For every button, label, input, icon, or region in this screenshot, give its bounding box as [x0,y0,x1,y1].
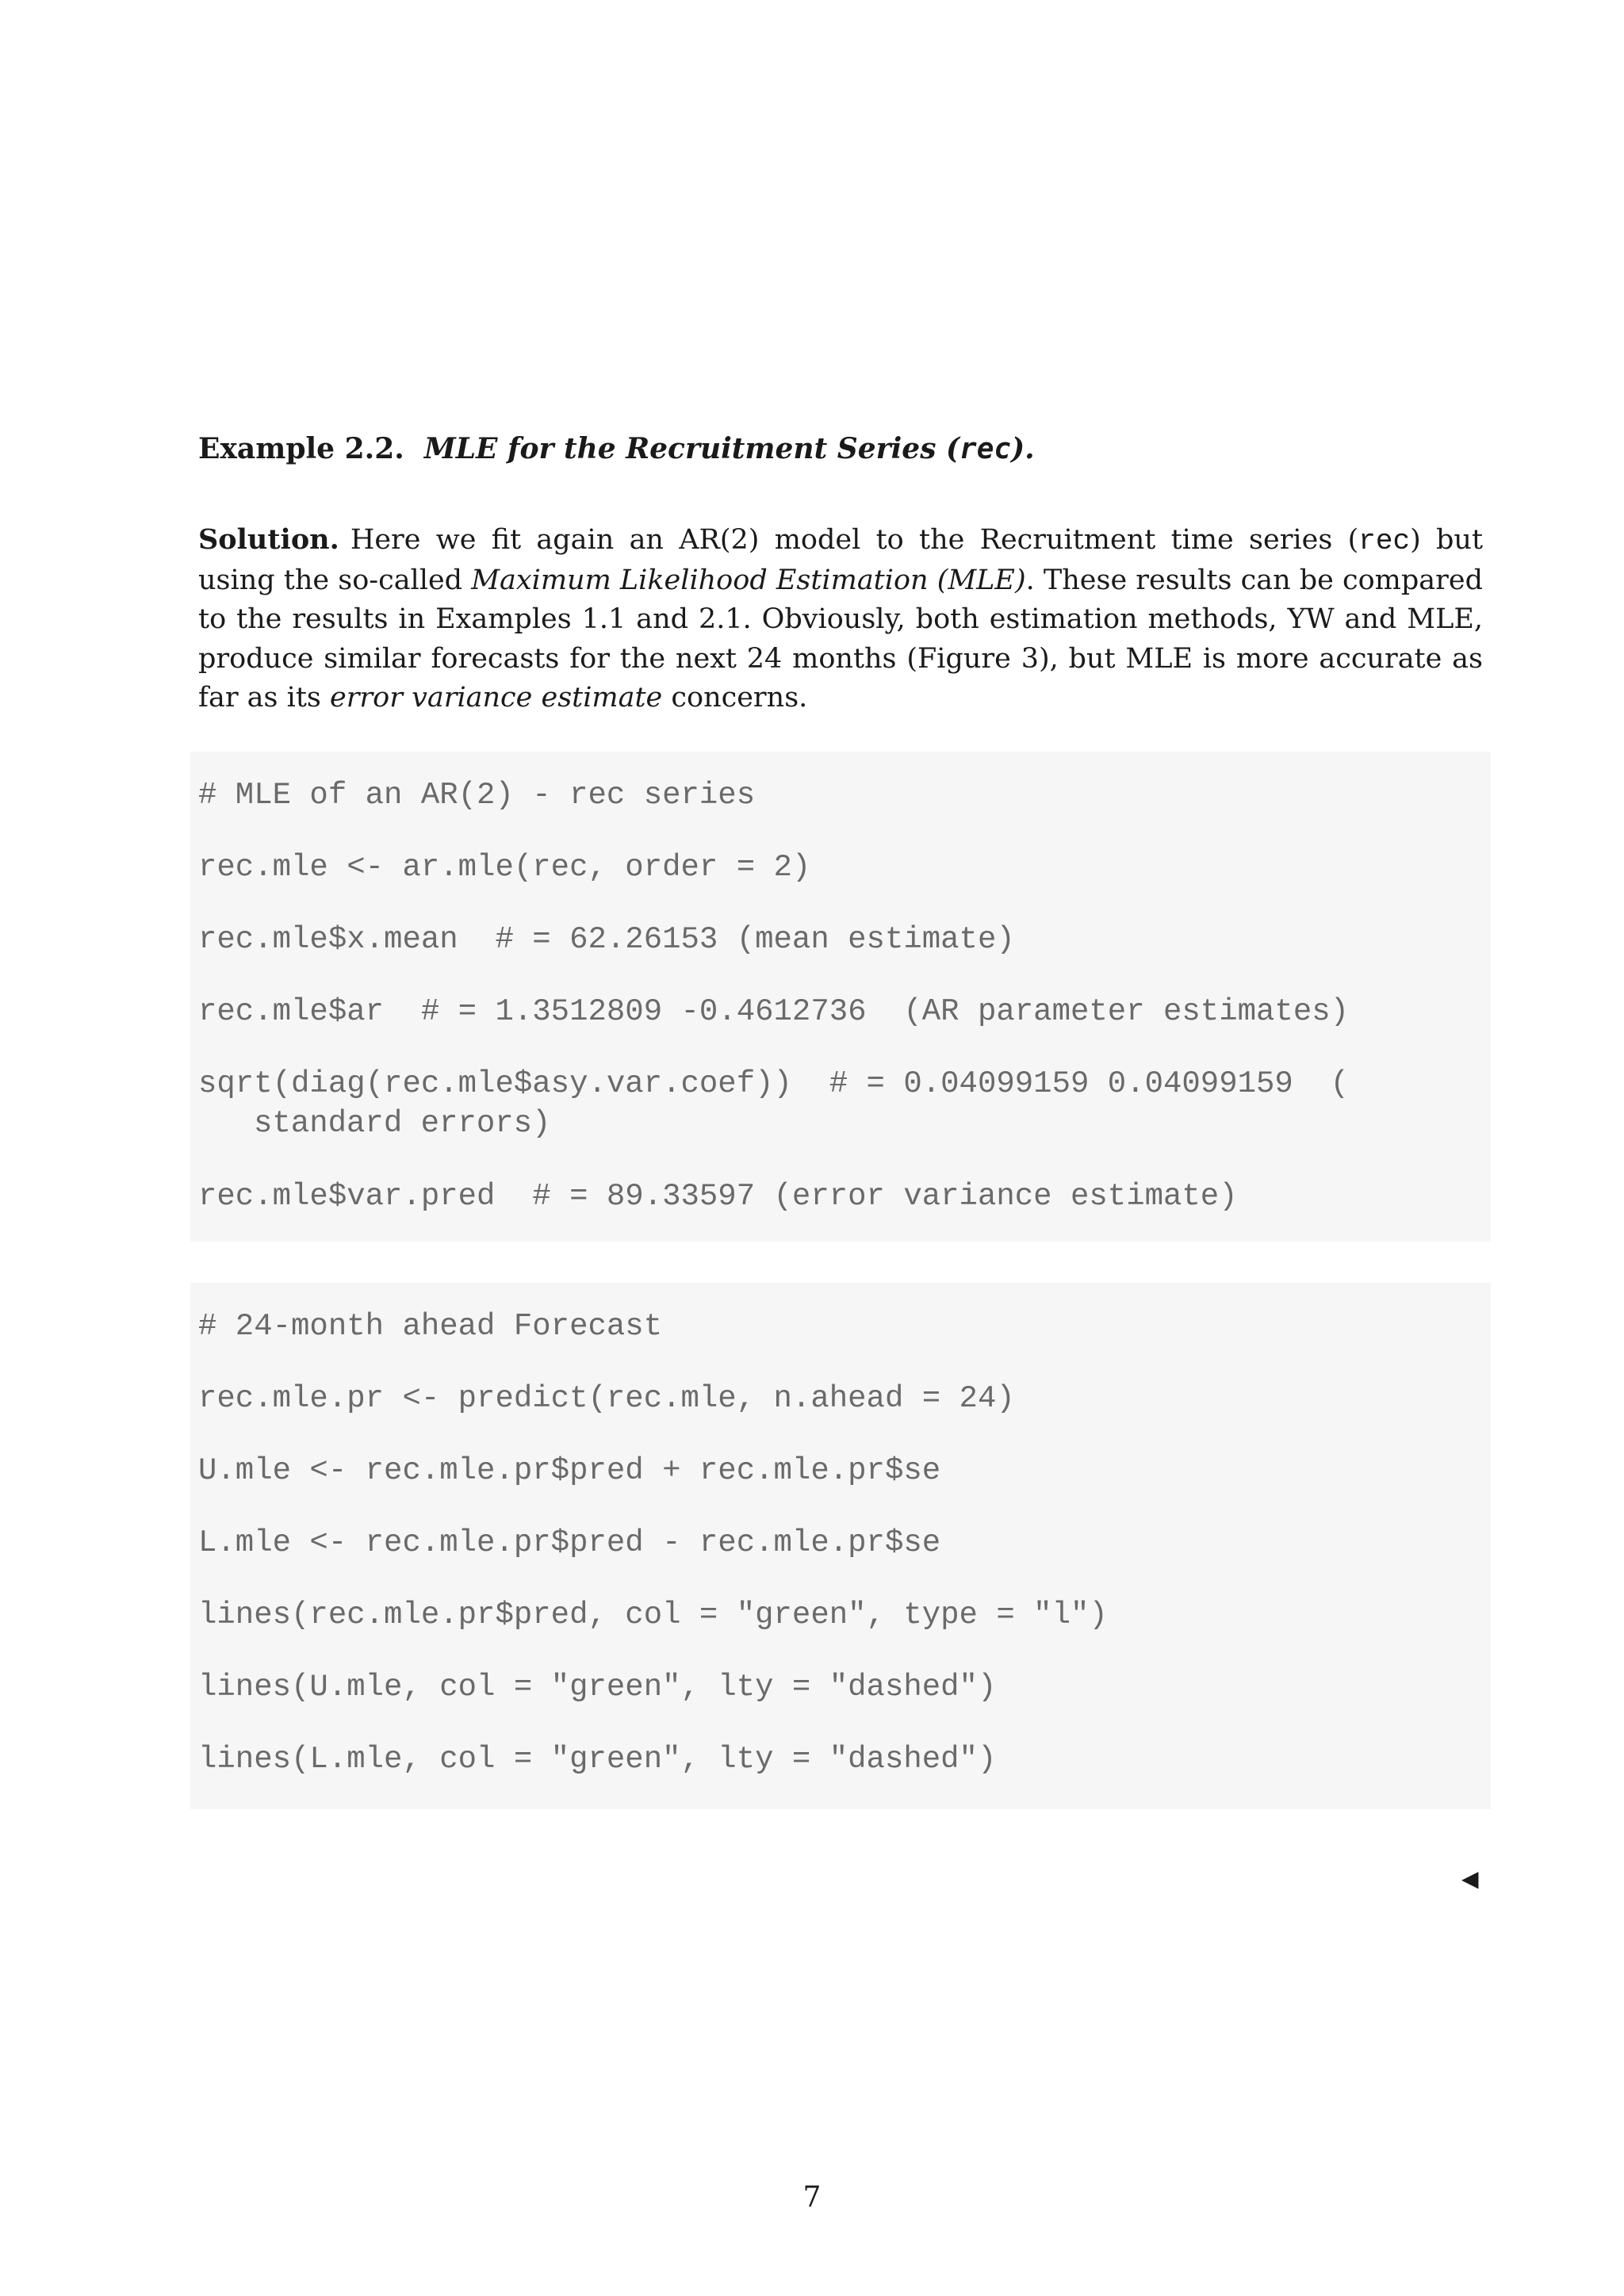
code-block-forecast [190,1283,1491,1809]
code-line-part: sqrt(diag(rec.mle$asy.var.coef)) # = 0.04099159 0.04099159 ( [198,1066,1350,1101]
example-label: Example 2.2. [198,432,404,465]
code-block-mle [190,752,1491,1242]
code-line [198,1064,1483,1143]
code-line: rec.mle <- ar.mle(rec, order = 2) [198,850,811,885]
solution-paragraph [198,520,1483,718]
example-title-end: ). [1011,432,1035,465]
solution-emphasis-error-variance: error variance estimate [329,682,663,714]
solution-inline-code: rec [1358,525,1411,557]
code-line: rec.mle$var.pred # = 89.33597 (error variance estimate) [198,1179,1238,1214]
code-line: lines(rec.mle.pr$pred, col = "green", type = "l") [198,1598,1108,1632]
solution-text-2: ) but using the so-called [198,524,1484,596]
example-title-code: rec [959,433,1012,465]
solution-text-1: Here we fit again an AR(2) model to the Recruitment time series ( [350,524,1359,556]
solution-label: Solution. [198,523,339,556]
code-line: L.mle <- rec.mle.pr$pred - rec.mle.pr$se [198,1525,941,1560]
code-line: rec.mle$ar # = 1.3512809 -0.4612736 (AR parameter estimates) [198,994,1350,1029]
solution-emphasis-mle: Maximum Likelihood Estimation (MLE) [471,564,1026,596]
code-line-continuation: standard errors) [254,1106,551,1141]
example-heading [198,428,1483,470]
code-line: lines(L.mle, col = "green", lty = "dashed") [198,1742,997,1777]
code-line: rec.mle$x.mean # = 62.26153 (mean estimate) [198,922,1015,957]
example-title: MLE for the Recruitment Series ( [423,432,960,465]
solution-text-3: . These results can be compared to the results in Examples 1.1 and 2.1. Obviously, both estimation methods, YW and MLE, produce similar forecasts for the next 24 months (Figure 3), but MLE is more accurate as far as its [198,564,1483,714]
code-line: U.mle <- rec.mle.pr$pred + rec.mle.pr$se [198,1453,941,1488]
code-line: # MLE of an AR(2) - rec series [198,778,756,813]
end-of-example-icon: ◀ [1461,1866,1479,1892]
code-line: rec.mle.pr <- predict(rec.mle, n.ahead = 24) [198,1381,1015,1416]
solution-text-4: concerns. [662,682,808,714]
code-line: lines(U.mle, col = "green", lty = "dashed") [198,1670,997,1705]
page-number: 7 [802,2181,822,2214]
code-line: # 24-month ahead Forecast [198,1309,663,1344]
